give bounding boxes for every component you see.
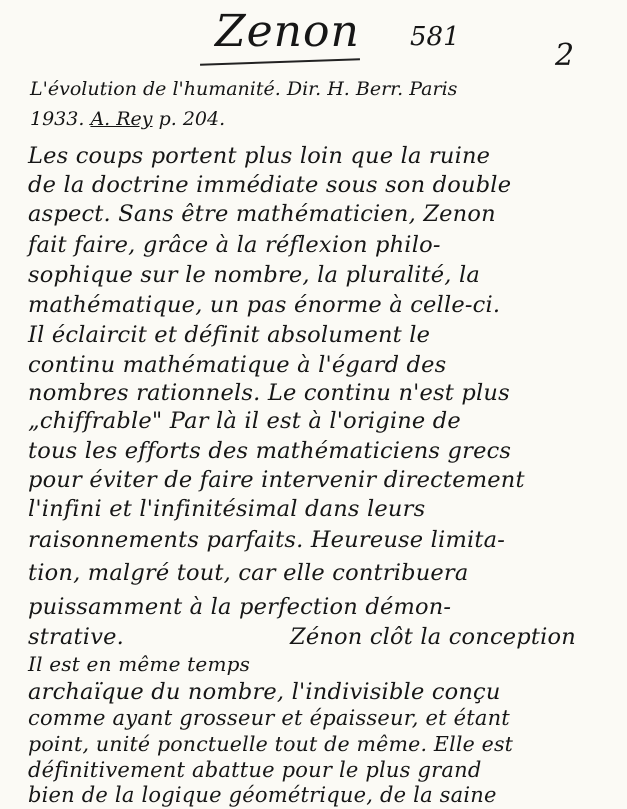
body-line: mathématique, un pas énorme à celle-ci. bbox=[28, 292, 501, 318]
body-line: pour éviter de faire intervenir directement bbox=[28, 467, 525, 493]
body-line: Les coups portent plus loin que la ruine bbox=[28, 143, 491, 169]
body-line: point, unité ponctuelle tout de même. Elle est bbox=[28, 732, 514, 756]
body-line: Il éclaircit et définit absolument le bbox=[28, 322, 431, 348]
body-line: „chiffrable" Par là il est à l'origine de bbox=[28, 408, 461, 434]
body-line: puissamment à la perfection démon- bbox=[28, 594, 452, 620]
title-underline bbox=[200, 58, 360, 66]
body-line: nombres rationnels. Le continu n'est plus bbox=[28, 380, 510, 406]
body-line: aspect. Sans être mathématicien, Zenon bbox=[28, 201, 496, 227]
citation-author: A. Rey bbox=[90, 108, 153, 130]
body-line: tous les efforts des mathématiciens grecs bbox=[28, 438, 512, 464]
body-line: Zénon clôt la conception bbox=[290, 624, 576, 650]
citation-page: p. 204. bbox=[158, 108, 226, 130]
body-line: définitivement abattue pour le plus grand bbox=[28, 758, 482, 782]
body-line: strative. bbox=[28, 624, 124, 650]
page-title: Zenon bbox=[215, 6, 360, 57]
body-line: l'infini et l'infinitésimal dans leurs bbox=[28, 496, 426, 522]
body-line: continu mathématique à l'égard des bbox=[28, 352, 447, 378]
body-line: raisonnements parfaits. Heureuse limita- bbox=[28, 527, 506, 553]
body-line: comme ayant grosseur et épaisseur, et étant bbox=[28, 706, 510, 730]
citation-line-2 bbox=[30, 108, 225, 130]
body-line: bien de la logique géométrique, de la saine bbox=[28, 783, 497, 807]
citation-year: 1933. bbox=[30, 108, 85, 130]
body-line: Il est en même temps bbox=[28, 652, 251, 676]
body-line: fait faire, grâce à la réflexion philo- bbox=[28, 232, 441, 258]
body-line: archaïque du nombre, l'indivisible conçu bbox=[28, 679, 501, 705]
body-line: tion, malgré tout, car elle contribuera bbox=[28, 560, 469, 586]
citation-line-1: L'évolution de l'humanité. Dir. H. Berr. Paris bbox=[30, 78, 458, 100]
body-line: de la doctrine immédiate sous son double bbox=[28, 172, 512, 198]
page-number: 2 bbox=[555, 38, 575, 73]
body-line: sophique sur le nombre, la pluralité, la bbox=[28, 262, 480, 288]
call-number: 581 bbox=[410, 22, 460, 52]
